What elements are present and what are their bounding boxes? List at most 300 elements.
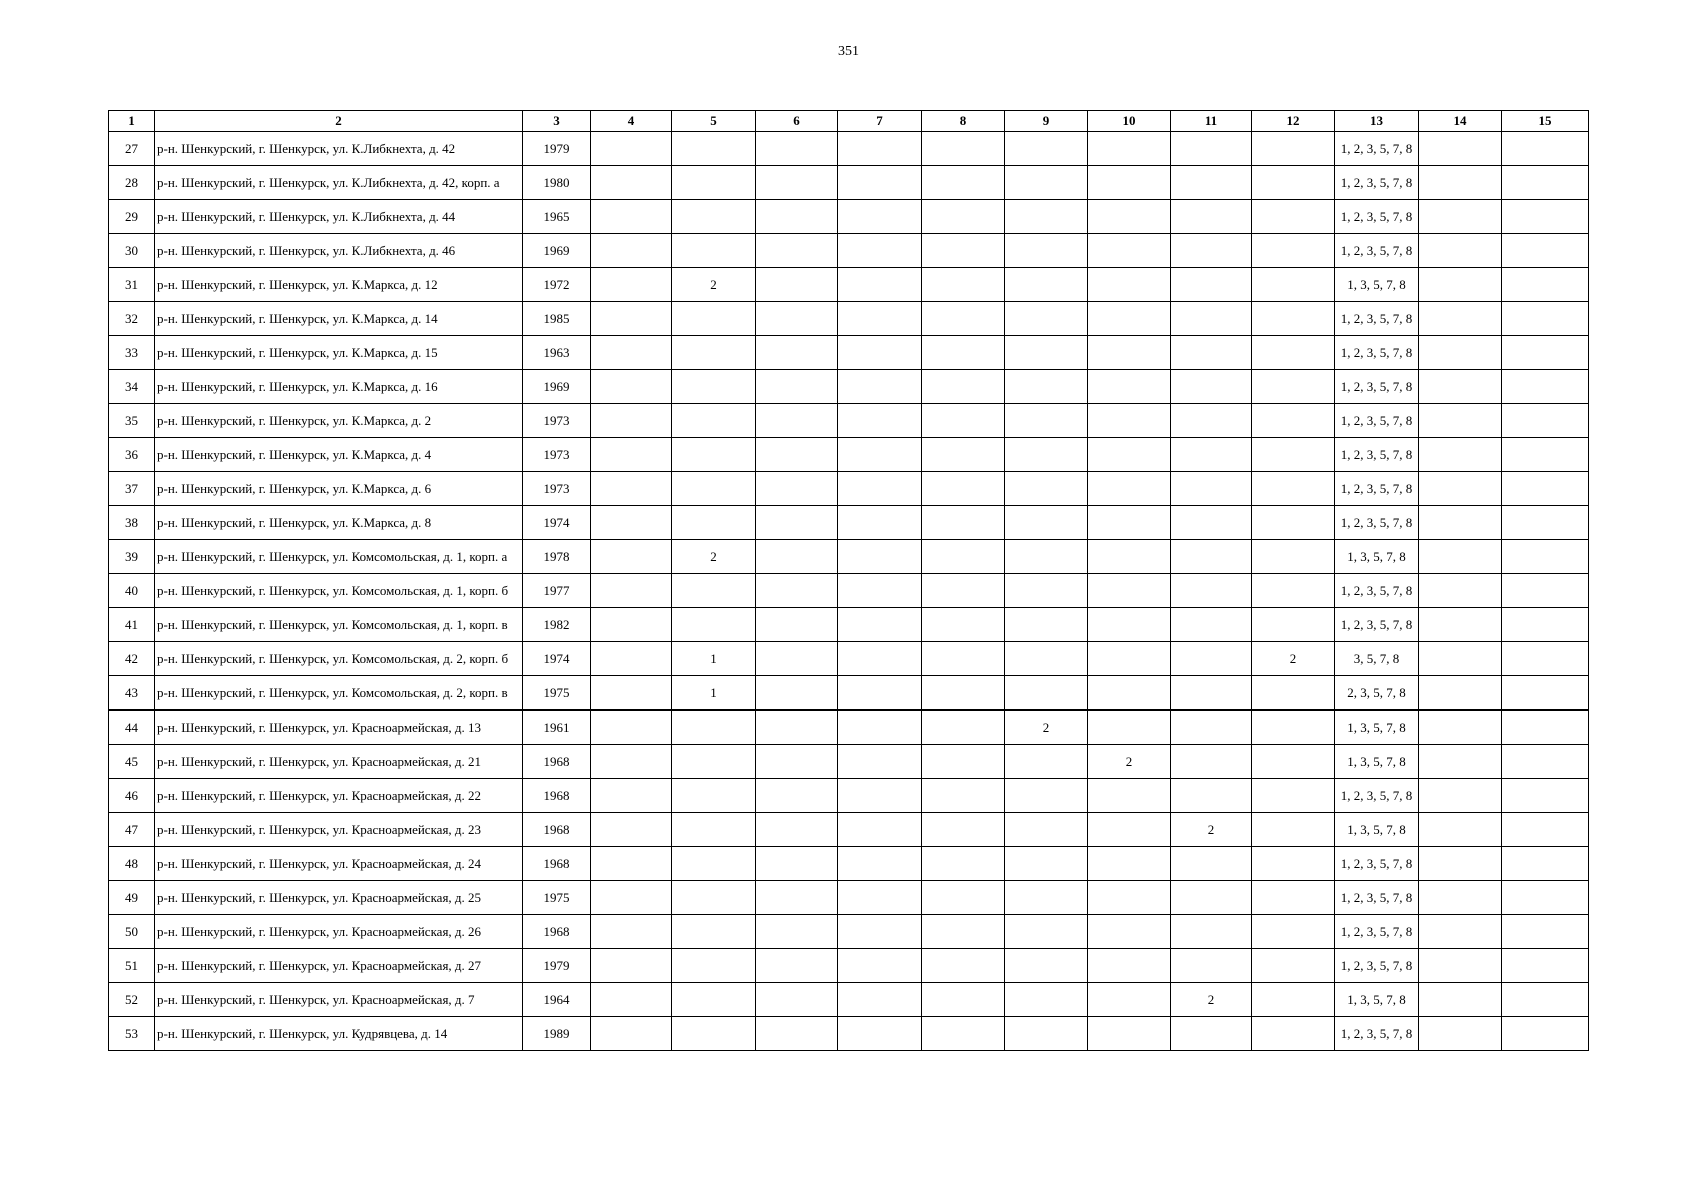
table-cell-c3: 1968 — [523, 813, 591, 847]
table-cell-c7 — [838, 813, 922, 847]
table-cell-c8 — [922, 915, 1005, 949]
table-cell-c11 — [1171, 915, 1252, 949]
table-row — [109, 949, 1589, 983]
table-cell-c14 — [1419, 676, 1502, 711]
table-cell-c11: 2 — [1171, 983, 1252, 1017]
table-cell-c1: 27 — [109, 132, 155, 166]
table-cell-c1: 50 — [109, 915, 155, 949]
table-cell-c3: 1978 — [523, 540, 591, 574]
table-cell-c13: 1, 3, 5, 7, 8 — [1335, 813, 1419, 847]
table-cell-c14 — [1419, 915, 1502, 949]
table-cell-c13: 1, 2, 3, 5, 7, 8 — [1335, 404, 1419, 438]
table-cell-c6 — [756, 472, 838, 506]
table-cell-c4 — [591, 676, 672, 711]
table-cell-c15 — [1502, 132, 1589, 166]
table-cell-c12 — [1252, 302, 1335, 336]
table-cell-c14 — [1419, 574, 1502, 608]
column-header: 14 — [1419, 111, 1502, 132]
table-cell-c15 — [1502, 949, 1589, 983]
table-cell-c9 — [1005, 404, 1088, 438]
table-cell-c11 — [1171, 132, 1252, 166]
column-header: 11 — [1171, 111, 1252, 132]
table-cell-c2: р-н. Шенкурский, г. Шенкурск, ул. Красноармейская, д. 26 — [155, 915, 523, 949]
table-cell-c4 — [591, 1017, 672, 1051]
table-cell-c2: р-н. Шенкурский, г. Шенкурск, ул. К.Либкнехта, д. 42, корп. а — [155, 166, 523, 200]
table-cell-c12 — [1252, 540, 1335, 574]
table-cell-c13: 1, 3, 5, 7, 8 — [1335, 983, 1419, 1017]
table-cell-c12 — [1252, 336, 1335, 370]
table-cell-c7 — [838, 608, 922, 642]
table-cell-c2: р-н. Шенкурский, г. Шенкурск, ул. К.Маркса, д. 15 — [155, 336, 523, 370]
table-cell-c14 — [1419, 983, 1502, 1017]
table-cell-c7 — [838, 676, 922, 711]
table-cell-c7 — [838, 234, 922, 268]
table-cell-c5 — [672, 200, 756, 234]
table-cell-c3: 1963 — [523, 336, 591, 370]
table-cell-c12 — [1252, 166, 1335, 200]
table-cell-c8 — [922, 404, 1005, 438]
table-cell-c14 — [1419, 642, 1502, 676]
table-cell-c6 — [756, 370, 838, 404]
table-cell-c13: 1, 2, 3, 5, 7, 8 — [1335, 166, 1419, 200]
table-cell-c3: 1974 — [523, 506, 591, 540]
table-cell-c8 — [922, 166, 1005, 200]
table-cell-c8 — [922, 813, 1005, 847]
table-row — [109, 983, 1589, 1017]
table-cell-c9 — [1005, 676, 1088, 711]
table-cell-c4 — [591, 370, 672, 404]
table-cell-c15 — [1502, 745, 1589, 779]
table-cell-c12 — [1252, 200, 1335, 234]
table-cell-c1: 33 — [109, 336, 155, 370]
table-cell-c15 — [1502, 779, 1589, 813]
column-header: 2 — [155, 111, 523, 132]
table-cell-c5: 1 — [672, 676, 756, 711]
table-cell-c4 — [591, 915, 672, 949]
table-row — [109, 813, 1589, 847]
table-cell-c6 — [756, 676, 838, 711]
table-cell-c13: 1, 2, 3, 5, 7, 8 — [1335, 472, 1419, 506]
table-cell-c2: р-н. Шенкурский, г. Шенкурск, ул. К.Маркса, д. 8 — [155, 506, 523, 540]
table-cell-c4 — [591, 268, 672, 302]
table-cell-c11 — [1171, 779, 1252, 813]
table-cell-c1: 37 — [109, 472, 155, 506]
table-row — [109, 642, 1589, 676]
table-cell-c8 — [922, 302, 1005, 336]
table-cell-c11 — [1171, 949, 1252, 983]
table-cell-c15 — [1502, 847, 1589, 881]
register-table — [108, 110, 1589, 1051]
table-cell-c13: 1, 2, 3, 5, 7, 8 — [1335, 336, 1419, 370]
table-cell-c10 — [1088, 132, 1171, 166]
table-cell-c6 — [756, 234, 838, 268]
table-cell-c9 — [1005, 472, 1088, 506]
table-cell-c14 — [1419, 336, 1502, 370]
table-cell-c14 — [1419, 710, 1502, 745]
table-cell-c3: 1961 — [523, 710, 591, 745]
table-cell-c3: 1977 — [523, 574, 591, 608]
table-cell-c8 — [922, 779, 1005, 813]
table-cell-c6 — [756, 438, 838, 472]
table-cell-c9 — [1005, 370, 1088, 404]
table-cell-c13: 2, 3, 5, 7, 8 — [1335, 676, 1419, 711]
table-cell-c6 — [756, 915, 838, 949]
column-header: 6 — [756, 111, 838, 132]
table-cell-c3: 1979 — [523, 132, 591, 166]
table-cell-c15 — [1502, 608, 1589, 642]
table-cell-c8 — [922, 1017, 1005, 1051]
table-cell-c8 — [922, 370, 1005, 404]
table-cell-c13: 1, 2, 3, 5, 7, 8 — [1335, 132, 1419, 166]
table-cell-c10 — [1088, 813, 1171, 847]
column-header: 13 — [1335, 111, 1419, 132]
table-cell-c9 — [1005, 642, 1088, 676]
table-row — [109, 779, 1589, 813]
table-cell-c6 — [756, 1017, 838, 1051]
table-cell-c11 — [1171, 166, 1252, 200]
table-cell-c4 — [591, 813, 672, 847]
table-cell-c3: 1974 — [523, 642, 591, 676]
table-cell-c8 — [922, 847, 1005, 881]
table-cell-c11 — [1171, 336, 1252, 370]
table-cell-c11 — [1171, 472, 1252, 506]
table-cell-c2: р-н. Шенкурский, г. Шенкурск, ул. Красноармейская, д. 7 — [155, 983, 523, 1017]
header-row — [109, 111, 1589, 132]
table-cell-c12 — [1252, 1017, 1335, 1051]
table-cell-c4 — [591, 438, 672, 472]
table-cell-c4 — [591, 404, 672, 438]
table-cell-c13: 1, 2, 3, 5, 7, 8 — [1335, 1017, 1419, 1051]
table-cell-c1: 36 — [109, 438, 155, 472]
table-cell-c11 — [1171, 745, 1252, 779]
table-cell-c15 — [1502, 540, 1589, 574]
table-cell-c4 — [591, 710, 672, 745]
table-cell-c1: 35 — [109, 404, 155, 438]
table-cell-c8 — [922, 472, 1005, 506]
table-cell-c5 — [672, 710, 756, 745]
table-cell-c1: 30 — [109, 234, 155, 268]
table-cell-c2: р-н. Шенкурский, г. Шенкурск, ул. Комсомольская, д. 2, корп. в — [155, 676, 523, 711]
table-cell-c5 — [672, 404, 756, 438]
table-cell-c7 — [838, 166, 922, 200]
table-cell-c14 — [1419, 302, 1502, 336]
table-cell-c7 — [838, 847, 922, 881]
table-cell-c6 — [756, 608, 838, 642]
table-row — [109, 404, 1589, 438]
table-cell-c12 — [1252, 438, 1335, 472]
table-cell-c7 — [838, 132, 922, 166]
table-cell-c3: 1972 — [523, 268, 591, 302]
table-cell-c11 — [1171, 608, 1252, 642]
register-body — [109, 132, 1589, 1051]
table-cell-c10 — [1088, 574, 1171, 608]
table-cell-c4 — [591, 234, 672, 268]
column-header: 7 — [838, 111, 922, 132]
table-cell-c12 — [1252, 881, 1335, 915]
table-cell-c5 — [672, 915, 756, 949]
table-cell-c3: 1980 — [523, 166, 591, 200]
table-cell-c12 — [1252, 745, 1335, 779]
table-cell-c6 — [756, 200, 838, 234]
table-cell-c6 — [756, 302, 838, 336]
table-cell-c4 — [591, 336, 672, 370]
table-cell-c6 — [756, 506, 838, 540]
table-cell-c13: 1, 3, 5, 7, 8 — [1335, 710, 1419, 745]
table-cell-c12 — [1252, 608, 1335, 642]
table-cell-c11 — [1171, 881, 1252, 915]
table-cell-c2: р-н. Шенкурский, г. Шенкурск, ул. К.Маркса, д. 2 — [155, 404, 523, 438]
table-cell-c9 — [1005, 1017, 1088, 1051]
table-cell-c5 — [672, 983, 756, 1017]
table-cell-c2: р-н. Шенкурский, г. Шенкурск, ул. Красноармейская, д. 25 — [155, 881, 523, 915]
table-row — [109, 881, 1589, 915]
table-cell-c8 — [922, 881, 1005, 915]
table-cell-c1: 39 — [109, 540, 155, 574]
table-cell-c13: 1, 2, 3, 5, 7, 8 — [1335, 574, 1419, 608]
table-cell-c10 — [1088, 676, 1171, 711]
table-cell-c14 — [1419, 268, 1502, 302]
table-cell-c2: р-н. Шенкурский, г. Шенкурск, ул. Красноармейская, д. 27 — [155, 949, 523, 983]
table-cell-c5 — [672, 608, 756, 642]
table-cell-c5 — [672, 847, 756, 881]
table-cell-c13: 1, 2, 3, 5, 7, 8 — [1335, 779, 1419, 813]
table-cell-c7 — [838, 506, 922, 540]
table-cell-c12 — [1252, 268, 1335, 302]
table-cell-c9 — [1005, 881, 1088, 915]
table-cell-c12 — [1252, 234, 1335, 268]
column-header: 3 — [523, 111, 591, 132]
table-cell-c14 — [1419, 200, 1502, 234]
table-cell-c6 — [756, 745, 838, 779]
table-cell-c1: 41 — [109, 608, 155, 642]
table-cell-c2: р-н. Шенкурский, г. Шенкурск, ул. К.Маркса, д. 12 — [155, 268, 523, 302]
table-cell-c7 — [838, 915, 922, 949]
table-cell-c5 — [672, 302, 756, 336]
table-cell-c9 — [1005, 506, 1088, 540]
table-cell-c8 — [922, 234, 1005, 268]
table-cell-c13: 1, 2, 3, 5, 7, 8 — [1335, 200, 1419, 234]
table-row — [109, 847, 1589, 881]
table-cell-c13: 1, 2, 3, 5, 7, 8 — [1335, 438, 1419, 472]
table-cell-c7 — [838, 574, 922, 608]
table-cell-c2: р-н. Шенкурский, г. Шенкурск, ул. К.Либкнехта, д. 42 — [155, 132, 523, 166]
table-cell-c2: р-н. Шенкурский, г. Шенкурск, ул. Красноармейская, д. 13 — [155, 710, 523, 745]
table-cell-c15 — [1502, 574, 1589, 608]
table-cell-c7 — [838, 438, 922, 472]
table-cell-c9 — [1005, 166, 1088, 200]
table-cell-c9 — [1005, 200, 1088, 234]
table-cell-c6 — [756, 574, 838, 608]
table-cell-c14 — [1419, 847, 1502, 881]
table-cell-c14 — [1419, 813, 1502, 847]
table-cell-c4 — [591, 132, 672, 166]
column-header: 5 — [672, 111, 756, 132]
table-cell-c9 — [1005, 608, 1088, 642]
table-cell-c1: 43 — [109, 676, 155, 711]
table-cell-c1: 42 — [109, 642, 155, 676]
table-cell-c11 — [1171, 234, 1252, 268]
table-cell-c9 — [1005, 302, 1088, 336]
table-cell-c10 — [1088, 949, 1171, 983]
table-cell-c10 — [1088, 438, 1171, 472]
table-cell-c10 — [1088, 642, 1171, 676]
table-row — [109, 438, 1589, 472]
table-cell-c4 — [591, 472, 672, 506]
table-cell-c7 — [838, 1017, 922, 1051]
table-cell-c5 — [672, 336, 756, 370]
table-cell-c4 — [591, 779, 672, 813]
table-cell-c12 — [1252, 472, 1335, 506]
table-cell-c6 — [756, 166, 838, 200]
table-cell-c10 — [1088, 404, 1171, 438]
table-cell-c15 — [1502, 200, 1589, 234]
table-cell-c14 — [1419, 472, 1502, 506]
table-cell-c10 — [1088, 472, 1171, 506]
table-cell-c10 — [1088, 336, 1171, 370]
table-cell-c4 — [591, 302, 672, 336]
table-cell-c7 — [838, 404, 922, 438]
table-cell-c4 — [591, 608, 672, 642]
column-header: 15 — [1502, 111, 1589, 132]
table-cell-c10 — [1088, 200, 1171, 234]
table-cell-c4 — [591, 166, 672, 200]
table-cell-c1: 31 — [109, 268, 155, 302]
table-cell-c6 — [756, 540, 838, 574]
table-cell-c9 — [1005, 438, 1088, 472]
table-cell-c7 — [838, 472, 922, 506]
table-cell-c15 — [1502, 506, 1589, 540]
table-cell-c15 — [1502, 336, 1589, 370]
table-cell-c3: 1969 — [523, 234, 591, 268]
table-cell-c6 — [756, 132, 838, 166]
table-cell-c3: 1968 — [523, 915, 591, 949]
table-cell-c6 — [756, 983, 838, 1017]
table-cell-c5 — [672, 166, 756, 200]
table-cell-c10 — [1088, 915, 1171, 949]
table-cell-c2: р-н. Шенкурский, г. Шенкурск, ул. Комсомольская, д. 2, корп. б — [155, 642, 523, 676]
table-cell-c14 — [1419, 166, 1502, 200]
table-cell-c13: 1, 2, 3, 5, 7, 8 — [1335, 608, 1419, 642]
table-cell-c1: 53 — [109, 1017, 155, 1051]
table-cell-c3: 1968 — [523, 745, 591, 779]
table-cell-c8 — [922, 438, 1005, 472]
table-cell-c10 — [1088, 166, 1171, 200]
table-cell-c11 — [1171, 676, 1252, 711]
table-cell-c13: 3, 5, 7, 8 — [1335, 642, 1419, 676]
table-cell-c5 — [672, 881, 756, 915]
table-cell-c7 — [838, 540, 922, 574]
table-cell-c1: 32 — [109, 302, 155, 336]
table-cell-c3: 1973 — [523, 472, 591, 506]
table-cell-c7 — [838, 268, 922, 302]
table-cell-c3: 1975 — [523, 676, 591, 711]
table-cell-c11 — [1171, 506, 1252, 540]
table-cell-c8 — [922, 710, 1005, 745]
table-cell-c15 — [1502, 915, 1589, 949]
table-cell-c2: р-н. Шенкурский, г. Шенкурск, ул. Красноармейская, д. 22 — [155, 779, 523, 813]
table-cell-c4 — [591, 745, 672, 779]
table-cell-c9 — [1005, 574, 1088, 608]
table-cell-c6 — [756, 813, 838, 847]
table-cell-c13: 1, 3, 5, 7, 8 — [1335, 268, 1419, 302]
table-cell-c10 — [1088, 847, 1171, 881]
table-cell-c2: р-н. Шенкурский, г. Шенкурск, ул. Комсомольская, д. 1, корп. в — [155, 608, 523, 642]
table-cell-c10 — [1088, 234, 1171, 268]
table-cell-c13: 1, 3, 5, 7, 8 — [1335, 540, 1419, 574]
table-cell-c15 — [1502, 370, 1589, 404]
table-cell-c2: р-н. Шенкурский, г. Шенкурск, ул. К.Либкнехта, д. 44 — [155, 200, 523, 234]
table-cell-c12 — [1252, 710, 1335, 745]
table-cell-c1: 48 — [109, 847, 155, 881]
table-cell-c1: 46 — [109, 779, 155, 813]
table-cell-c7 — [838, 302, 922, 336]
table-cell-c15 — [1502, 166, 1589, 200]
table-row — [109, 472, 1589, 506]
table-cell-c12 — [1252, 676, 1335, 711]
table-cell-c9 — [1005, 268, 1088, 302]
table-cell-c7 — [838, 336, 922, 370]
table-cell-c3: 1973 — [523, 438, 591, 472]
table-cell-c11 — [1171, 370, 1252, 404]
table-cell-c15 — [1502, 404, 1589, 438]
table-cell-c9 — [1005, 949, 1088, 983]
table-row — [109, 608, 1589, 642]
table-cell-c12 — [1252, 574, 1335, 608]
table-cell-c8 — [922, 949, 1005, 983]
table-cell-c15 — [1502, 472, 1589, 506]
table-cell-c14 — [1419, 881, 1502, 915]
table-cell-c5 — [672, 745, 756, 779]
table-cell-c9 — [1005, 983, 1088, 1017]
table-cell-c13: 1, 2, 3, 5, 7, 8 — [1335, 506, 1419, 540]
table-cell-c6 — [756, 779, 838, 813]
table-cell-c14 — [1419, 132, 1502, 166]
table-cell-c5 — [672, 438, 756, 472]
table-cell-c5: 2 — [672, 540, 756, 574]
table-cell-c11 — [1171, 404, 1252, 438]
table-cell-c13: 1, 2, 3, 5, 7, 8 — [1335, 370, 1419, 404]
page-number: 351 — [838, 44, 859, 59]
table-cell-c3: 1969 — [523, 370, 591, 404]
table-cell-c15 — [1502, 881, 1589, 915]
table-cell-c1: 28 — [109, 166, 155, 200]
table-row — [109, 676, 1589, 711]
table-cell-c3: 1975 — [523, 881, 591, 915]
table-cell-c15 — [1502, 438, 1589, 472]
table-cell-c10 — [1088, 268, 1171, 302]
table-cell-c9 — [1005, 540, 1088, 574]
table-cell-c7 — [838, 949, 922, 983]
table-row — [109, 132, 1589, 166]
table-cell-c11 — [1171, 268, 1252, 302]
table-cell-c11 — [1171, 540, 1252, 574]
table-cell-c6 — [756, 847, 838, 881]
table-cell-c7 — [838, 881, 922, 915]
table-cell-c12 — [1252, 779, 1335, 813]
table-cell-c3: 1979 — [523, 949, 591, 983]
table-cell-c8 — [922, 983, 1005, 1017]
table-cell-c12 — [1252, 132, 1335, 166]
table-cell-c4 — [591, 847, 672, 881]
table-cell-c14 — [1419, 608, 1502, 642]
table-cell-c1: 34 — [109, 370, 155, 404]
table-cell-c8 — [922, 642, 1005, 676]
table-cell-c5: 1 — [672, 642, 756, 676]
table-cell-c12: 2 — [1252, 642, 1335, 676]
table-cell-c11 — [1171, 710, 1252, 745]
table-cell-c5 — [672, 1017, 756, 1051]
table-cell-c10 — [1088, 983, 1171, 1017]
